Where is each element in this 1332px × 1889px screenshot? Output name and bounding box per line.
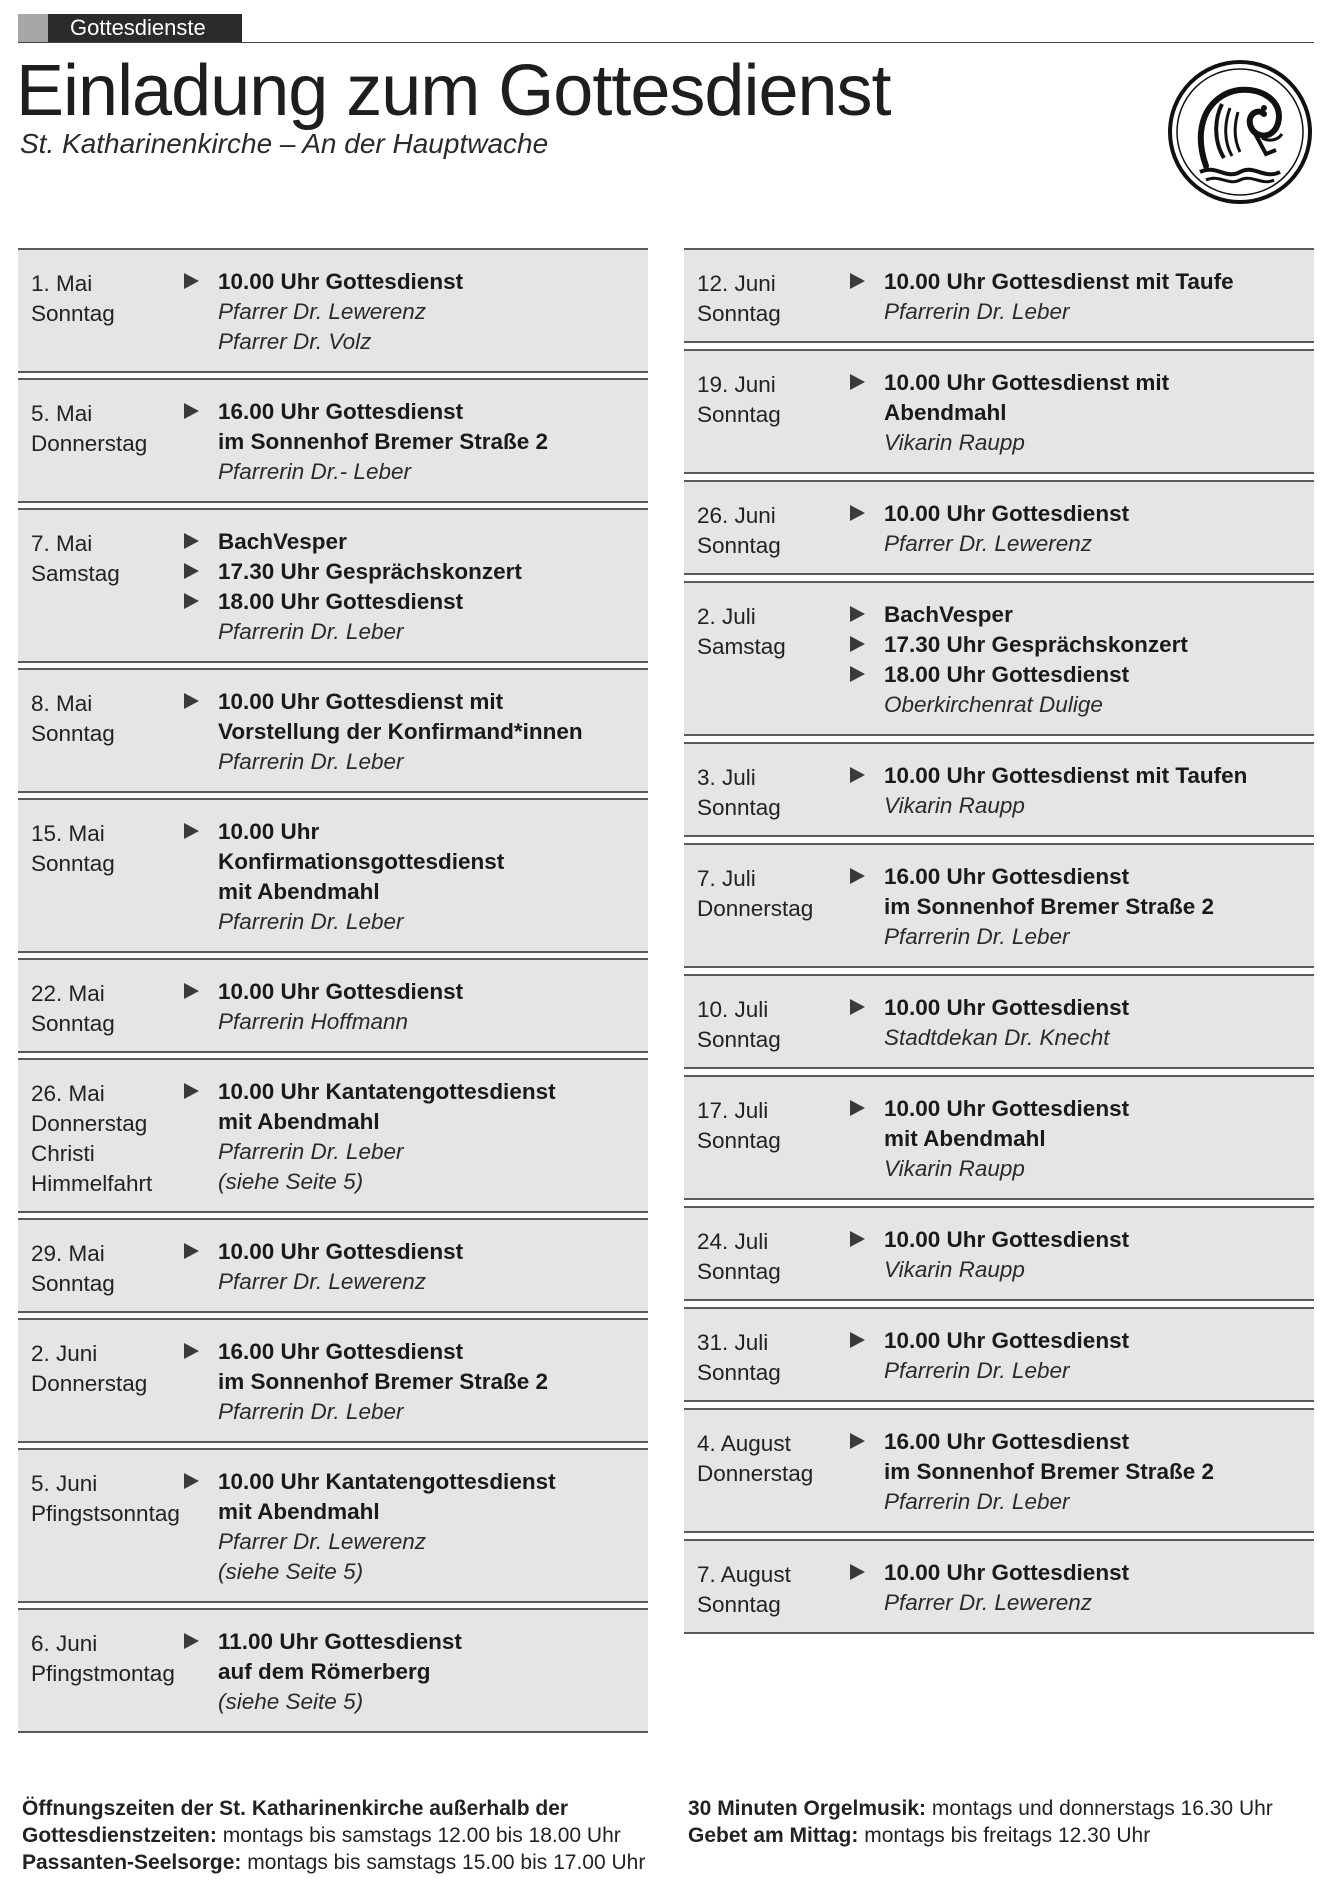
organ-music-line	[688, 1795, 1318, 1822]
service-details	[218, 1077, 648, 1211]
service-date-line: 7. Mai	[31, 531, 93, 556]
prayer-line	[688, 1822, 1318, 1849]
service-title	[884, 660, 1314, 690]
service-note	[884, 428, 1314, 458]
service-entry	[18, 1318, 648, 1443]
service-date-line: Himmelfahrt	[31, 1171, 153, 1196]
prayer-value: montags bis freitags 12.30 Uhr	[864, 1824, 1151, 1847]
service-date-line: 5. Mai	[31, 401, 93, 426]
service-details	[218, 1237, 648, 1311]
service-date-line: 8. Mai	[31, 691, 93, 716]
service-entry	[18, 798, 648, 953]
service-title	[218, 267, 648, 297]
service-title	[884, 600, 1314, 630]
header-rule	[18, 42, 1314, 43]
service-date-line: Sonntag	[31, 1271, 115, 1296]
service-date-line: 10. Juli	[697, 997, 769, 1022]
service-line-text: Pfarrerin Dr. Leber	[884, 1489, 1070, 1514]
arrow-right-icon	[850, 374, 865, 390]
service-entry	[684, 1307, 1314, 1402]
service-line-text: im Sonnenhof Bremer Straße 2	[218, 1369, 549, 1394]
service-date-line: 6. Juni	[31, 1631, 98, 1656]
service-title	[218, 587, 648, 617]
service-line-text: Pfarrer Dr. Lewerenz	[218, 1529, 426, 1554]
service-date-line: Sonntag	[31, 301, 115, 326]
service-entry	[684, 480, 1314, 575]
service-entry	[684, 581, 1314, 736]
service-date-line: Sonntag	[697, 1592, 781, 1617]
service-date-line: 26. Mai	[31, 1081, 105, 1106]
service-entry	[18, 248, 648, 373]
service-date-line: 29. Mai	[31, 1241, 105, 1266]
service-date-line: Christi	[31, 1141, 95, 1166]
service-entry	[18, 378, 648, 503]
arrow-right-icon	[184, 1473, 199, 1489]
service-title	[218, 1107, 648, 1137]
service-details	[218, 397, 648, 501]
service-details	[884, 1094, 1314, 1198]
service-date-line: Sonntag	[31, 851, 115, 876]
service-details	[884, 993, 1314, 1067]
counseling-label: Passanten-Seelsorge:	[22, 1851, 242, 1874]
service-note	[218, 1397, 648, 1427]
service-title	[218, 717, 648, 747]
service-line-text: Pfarrerin Hoffmann	[218, 1009, 409, 1034]
section-tag-swatch	[18, 14, 48, 42]
service-date-line: 4. August	[697, 1431, 791, 1456]
service-title	[218, 1237, 648, 1267]
service-date-line: 7. Juli	[697, 866, 756, 891]
service-title	[884, 1094, 1314, 1124]
service-date-line: Donnerstag	[31, 1111, 148, 1136]
service-title	[218, 1497, 648, 1527]
service-date-line: 12. Juni	[697, 271, 776, 296]
service-note	[218, 1687, 648, 1717]
arrow-right-icon	[850, 868, 865, 884]
service-entry	[18, 1058, 648, 1213]
service-details	[884, 600, 1314, 734]
service-title	[884, 1427, 1314, 1457]
service-date-line: Sonntag	[697, 795, 781, 820]
service-date-line: Donnerstag	[31, 431, 148, 456]
service-title	[884, 1124, 1314, 1154]
service-date-line: 19. Juni	[697, 372, 776, 397]
service-title	[884, 862, 1314, 892]
arrow-right-icon	[850, 1433, 865, 1449]
service-line-text: mit Abendmahl	[218, 1499, 380, 1524]
service-note	[218, 297, 648, 327]
arrow-right-icon	[184, 593, 199, 609]
service-entry	[684, 349, 1314, 474]
service-entry	[684, 1075, 1314, 1200]
service-entry	[684, 248, 1314, 343]
service-line-text: BachVesper	[218, 529, 347, 554]
service-line-text: Vikarin Raupp	[884, 430, 1025, 455]
service-line-text: im Sonnenhof Bremer Straße 2	[218, 429, 549, 454]
service-line-text: Vikarin Raupp	[884, 1257, 1025, 1282]
organ-music-value: montags und donnerstags 16.30 Uhr	[931, 1797, 1273, 1820]
service-line-text: 18.00 Uhr Gottesdienst	[218, 589, 464, 614]
service-details	[884, 368, 1314, 472]
service-date-line: Samstag	[31, 561, 120, 586]
service-details	[884, 862, 1314, 966]
service-note	[218, 1167, 648, 1197]
service-title	[884, 1558, 1314, 1588]
arrow-right-icon	[184, 1083, 199, 1099]
service-date-line: 22. Mai	[31, 981, 105, 1006]
service-date-line: 7. August	[697, 1562, 791, 1587]
service-title	[884, 368, 1314, 398]
service-line-text: Pfarrerin Dr. Leber	[218, 1399, 404, 1424]
arrow-right-icon	[184, 1243, 199, 1259]
service-line-text: Vikarin Raupp	[884, 793, 1025, 818]
service-line-text: 10.00 Uhr	[218, 819, 320, 844]
arrow-right-icon	[850, 505, 865, 521]
service-line-text: 10.00 Uhr Gottesdienst	[884, 1227, 1130, 1252]
service-entry	[18, 1448, 648, 1603]
service-note	[884, 297, 1314, 327]
service-date-line: Sonntag	[697, 301, 781, 326]
service-title	[218, 557, 648, 587]
service-line-text: im Sonnenhof Bremer Straße 2	[884, 894, 1215, 919]
service-line-text: Pfarrerin Dr. Leber	[884, 1358, 1070, 1383]
service-line-text: 10.00 Uhr Gottesdienst	[218, 269, 464, 294]
service-title	[218, 397, 648, 427]
service-date-line: 2. Juli	[697, 604, 756, 629]
service-entry	[18, 1608, 648, 1733]
service-line-text: 10.00 Uhr Gottesdienst	[218, 979, 464, 1004]
service-date-line: Sonntag	[697, 1259, 781, 1284]
arrow-right-icon	[850, 666, 865, 682]
arrow-right-icon	[184, 1343, 199, 1359]
service-line-text: mit Abendmahl	[218, 879, 380, 904]
arrow-right-icon	[850, 1231, 865, 1247]
service-note	[884, 922, 1314, 952]
arrow-right-icon	[850, 1564, 865, 1580]
opening-hours-line-2	[22, 1822, 672, 1849]
service-title	[218, 1467, 648, 1497]
service-line-text: Pfarrerin Dr.- Leber	[218, 459, 411, 484]
arrow-right-icon	[850, 273, 865, 289]
service-line-text: Stadtdekan Dr. Knecht	[884, 1025, 1110, 1050]
service-title	[218, 977, 648, 1007]
service-title	[218, 847, 648, 877]
opening-hours-value: montags bis samstags 12.00 bis 18.00 Uhr	[222, 1824, 621, 1847]
counseling-line	[22, 1849, 672, 1876]
service-line-text: 16.00 Uhr Gottesdienst	[218, 399, 464, 424]
service-details	[218, 267, 648, 371]
service-entry	[18, 508, 648, 663]
service-line-text: Vikarin Raupp	[884, 1156, 1025, 1181]
service-details	[884, 1558, 1314, 1632]
pelican-emblem-icon	[1166, 58, 1314, 206]
opening-hours-label-1: Öffnungszeiten der St. Katharinenkirche außerhalb der	[22, 1797, 569, 1820]
service-details	[218, 687, 648, 791]
service-entry	[18, 1218, 648, 1313]
service-title	[218, 1077, 648, 1107]
service-details	[884, 499, 1314, 573]
service-note	[218, 747, 648, 777]
service-title	[218, 1627, 648, 1657]
service-title	[884, 1225, 1314, 1255]
service-title	[218, 527, 648, 557]
service-line-text: Pfarrer Dr. Lewerenz	[218, 299, 426, 324]
service-title	[884, 398, 1314, 428]
service-date-line: Sonntag	[31, 721, 115, 746]
service-title	[218, 1367, 648, 1397]
service-line-text: Pfarrerin Dr. Leber	[218, 909, 404, 934]
arrow-right-icon	[184, 533, 199, 549]
service-line-text: 10.00 Uhr Gottesdienst	[884, 995, 1130, 1020]
service-date-line: 31. Juli	[697, 1330, 769, 1355]
service-details	[884, 1427, 1314, 1531]
service-title	[884, 761, 1314, 791]
service-line-text: Pfarrerin Dr. Leber	[884, 924, 1070, 949]
counseling-value: montags bis samstags 15.00 bis 17.00 Uhr	[247, 1851, 646, 1874]
service-line-text: 10.00 Uhr Gottesdienst	[884, 1328, 1130, 1353]
service-date-line: Sonntag	[697, 1360, 781, 1385]
service-date-line: 5. Juni	[31, 1471, 98, 1496]
service-date-line: Sonntag	[697, 1027, 781, 1052]
service-note	[218, 1007, 648, 1037]
service-line-text: mit Abendmahl	[884, 1126, 1046, 1151]
arrow-right-icon	[184, 693, 199, 709]
service-line-text: Pfarrerin Dr. Leber	[218, 1139, 404, 1164]
service-details	[218, 1337, 648, 1441]
service-line-text: 11.00 Uhr Gottesdienst	[218, 1629, 462, 1654]
service-note	[884, 529, 1314, 559]
service-line-text: Pfarrer Dr. Lewerenz	[884, 531, 1092, 556]
service-details	[884, 1225, 1314, 1299]
service-date-line: 17. Juli	[697, 1098, 769, 1123]
service-details	[884, 761, 1314, 835]
service-line-text: 16.00 Uhr Gottesdienst	[884, 864, 1130, 889]
service-note	[884, 1255, 1314, 1285]
service-date-line: Samstag	[697, 634, 786, 659]
arrow-right-icon	[850, 1332, 865, 1348]
service-note	[218, 1267, 648, 1297]
service-title	[218, 1337, 648, 1367]
service-line-text: Vorstellung der Konfirmand*innen	[218, 719, 583, 744]
service-line-text: mit Abendmahl	[218, 1109, 380, 1134]
service-line-text: 10.00 Uhr Gottesdienst	[218, 1239, 464, 1264]
service-line-text: Pfarrer Dr. Volz	[218, 329, 372, 354]
service-entry	[18, 668, 648, 793]
service-title	[884, 993, 1314, 1023]
service-line-text: 10.00 Uhr Kantatengottesdienst	[218, 1079, 556, 1104]
service-title	[218, 427, 648, 457]
service-title	[884, 499, 1314, 529]
service-title	[218, 817, 648, 847]
service-line-text: 10.00 Uhr Gottesdienst mit	[218, 689, 504, 714]
arrow-right-icon	[184, 823, 199, 839]
service-line-text: 10.00 Uhr Gottesdienst mit Taufe	[884, 269, 1234, 294]
service-note	[218, 1527, 648, 1557]
arrow-right-icon	[850, 1100, 865, 1116]
service-line-text: Konfirmationsgottesdienst	[218, 849, 505, 874]
service-line-text: 10.00 Uhr Gottesdienst	[884, 501, 1130, 526]
service-title	[884, 1326, 1314, 1356]
service-note	[884, 1588, 1314, 1618]
section-tag-label: Gottesdienste	[70, 15, 206, 40]
service-date-line: 3. Juli	[697, 765, 756, 790]
arrow-right-icon	[850, 636, 865, 652]
service-entry	[684, 843, 1314, 968]
service-details	[218, 527, 648, 661]
service-note	[218, 1137, 648, 1167]
service-line-text: 18.00 Uhr Gottesdienst	[884, 662, 1130, 687]
service-title	[884, 630, 1314, 660]
arrow-right-icon	[184, 1633, 199, 1649]
service-date-line: Sonntag	[697, 1128, 781, 1153]
schedule-column-left	[18, 248, 648, 1738]
service-date-line: Sonntag	[697, 533, 781, 558]
service-details	[218, 817, 648, 951]
service-date-line: 15. Mai	[31, 821, 105, 846]
service-details	[218, 977, 648, 1051]
page-title: Einladung zum Gottesdienst	[16, 51, 891, 131]
service-note	[884, 690, 1314, 720]
section-tag	[18, 14, 242, 42]
service-title	[884, 267, 1314, 297]
service-title	[884, 1457, 1314, 1487]
service-note	[884, 1023, 1314, 1053]
service-date-line: 1. Mai	[31, 271, 93, 296]
service-line-text: Abendmahl	[884, 400, 1007, 425]
service-entry	[684, 1539, 1314, 1634]
service-date-line: 24. Juli	[697, 1229, 769, 1254]
opening-hours-label-2: Gottesdienstzeiten:	[22, 1824, 217, 1847]
service-date-line: Donnerstag	[697, 1461, 814, 1486]
service-date-line: Pfingstmontag	[31, 1661, 175, 1686]
arrow-right-icon	[184, 563, 199, 579]
service-details	[884, 1326, 1314, 1400]
service-title	[218, 687, 648, 717]
service-note	[218, 327, 648, 357]
arrow-right-icon	[184, 403, 199, 419]
service-date-line: Pfingstsonntag	[31, 1501, 180, 1526]
service-line-text: Oberkirchenrat Dulige	[884, 692, 1103, 717]
arrow-right-icon	[850, 606, 865, 622]
service-line-text: 17.30 Uhr Gesprächskonzert	[218, 559, 522, 584]
service-details	[218, 1467, 648, 1601]
service-entry	[684, 1408, 1314, 1533]
service-entry	[684, 742, 1314, 837]
service-line-text: BachVesper	[884, 602, 1013, 627]
service-line-text: 10.00 Uhr Gottesdienst mit Taufen	[884, 763, 1248, 788]
arrow-right-icon	[850, 767, 865, 783]
music-prayer-info	[688, 1795, 1318, 1849]
service-line-text: im Sonnenhof Bremer Straße 2	[884, 1459, 1215, 1484]
service-line-text: (siehe Seite 5)	[218, 1559, 364, 1584]
service-details	[218, 1627, 648, 1731]
arrow-right-icon	[850, 999, 865, 1015]
service-line-text: 17.30 Uhr Gesprächskonzert	[884, 632, 1188, 657]
service-line-text: Pfarrerin Dr. Leber	[218, 749, 404, 774]
service-date-line: 26. Juni	[697, 503, 776, 528]
service-entry	[18, 958, 648, 1053]
service-note	[884, 1154, 1314, 1184]
service-title	[218, 1657, 648, 1687]
page-subtitle: St. Katharinenkirche – An der Hauptwache	[20, 128, 549, 159]
service-line-text: 10.00 Uhr Gottesdienst	[884, 1560, 1130, 1585]
service-title	[218, 877, 648, 907]
service-line-text: Pfarrer Dr. Lewerenz	[884, 1590, 1092, 1615]
service-note	[884, 1487, 1314, 1517]
prayer-label: Gebet am Mittag:	[688, 1824, 859, 1847]
service-line-text: Pfarrerin Dr. Leber	[218, 619, 404, 644]
service-line-text: 10.00 Uhr Kantatengottesdienst	[218, 1469, 556, 1494]
service-date-line: 2. Juni	[31, 1341, 98, 1366]
service-line-text: 10.00 Uhr Gottesdienst	[884, 1096, 1130, 1121]
schedule-column-right	[684, 248, 1314, 1640]
arrow-right-icon	[184, 273, 199, 289]
arrow-right-icon	[184, 983, 199, 999]
service-entry	[684, 974, 1314, 1069]
service-note	[218, 1557, 648, 1587]
service-note	[218, 617, 648, 647]
service-line-text: Pfarrer Dr. Lewerenz	[218, 1269, 426, 1294]
service-line-text: (siehe Seite 5)	[218, 1169, 364, 1194]
service-line-text: 16.00 Uhr Gottesdienst	[218, 1339, 464, 1364]
service-date-line: Donnerstag	[31, 1371, 148, 1396]
service-line-text: auf dem Römerberg	[218, 1659, 431, 1684]
service-date-line: Sonntag	[31, 1011, 115, 1036]
service-line-text: Pfarrerin Dr. Leber	[884, 299, 1070, 324]
service-note	[218, 907, 648, 937]
organ-music-label: 30 Minuten Orgelmusik:	[688, 1797, 927, 1820]
service-line-text: 10.00 Uhr Gottesdienst mit	[884, 370, 1170, 395]
opening-hours-line-1	[22, 1795, 672, 1822]
service-title	[884, 892, 1314, 922]
opening-hours-info	[22, 1795, 672, 1876]
service-entry	[684, 1206, 1314, 1301]
service-details	[884, 267, 1314, 341]
service-line-text: 16.00 Uhr Gottesdienst	[884, 1429, 1130, 1454]
service-note	[884, 1356, 1314, 1386]
service-date-line: Donnerstag	[697, 896, 814, 921]
service-note	[884, 791, 1314, 821]
service-note	[218, 457, 648, 487]
service-date-line: Sonntag	[697, 402, 781, 427]
service-line-text: (siehe Seite 5)	[218, 1689, 364, 1714]
